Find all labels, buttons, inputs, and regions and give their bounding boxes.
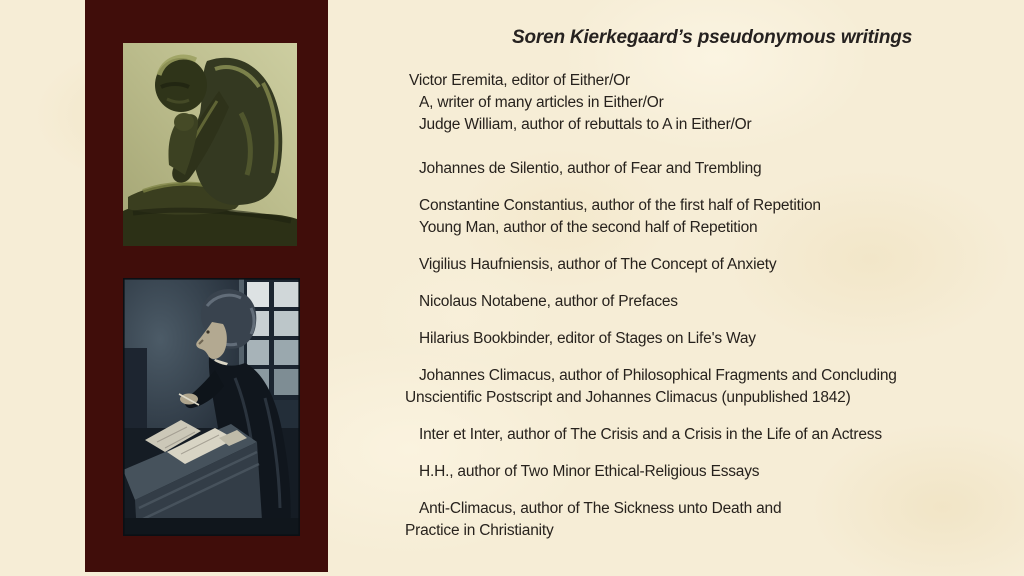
pseudonym-entry	[405, 291, 1020, 313]
kierkegaard-portrait-image	[123, 278, 300, 536]
pseudonym-entry	[405, 254, 1020, 276]
pseudonym-line: Practice in Christianity	[405, 522, 554, 539]
pseudonym-entry	[405, 424, 1020, 446]
pseudonym-line: Young Man, author of the second half of Repetition	[419, 219, 758, 236]
pseudonym-line: Nicolaus Notabene, author of Prefaces	[419, 293, 678, 310]
thinker-statue-image	[123, 43, 297, 246]
pseudonym-line: Constantine Constantius, author of the first half of Repetition	[419, 197, 821, 214]
thinker-statue-art	[123, 43, 297, 246]
pseudonym-entry	[405, 365, 1020, 409]
pseudonym-line: Victor Eremita, editor of Either/Or	[409, 72, 630, 89]
pseudonym-line: Hilarius Bookbinder, editor of Stages on Life's Way	[419, 330, 756, 347]
pseudonym-line: A, writer of many articles in Either/Or	[419, 94, 664, 111]
pseudonym-line: Johannes de Silentio, author of Fear and Trembling	[419, 160, 762, 177]
pseudonym-entry	[405, 498, 1020, 542]
slide-title: Soren Kierkegaard’s pseudonymous writings	[512, 27, 913, 48]
pseudonym-line: Anti-Climacus, author of The Sickness unto Death and	[419, 500, 782, 517]
pseudonym-line: Unscientific Postscript and Johannes Climacus (unpublished 1842)	[405, 389, 851, 406]
kierkegaard-portrait-art	[123, 278, 300, 536]
pseudonym-entry	[405, 195, 1020, 239]
pseudonym-line: Inter et Inter, author of The Crisis and a Crisis in the Life of an Actress	[419, 426, 882, 443]
pseudonym-entry	[405, 70, 1020, 136]
pseudonym-list	[405, 70, 1020, 542]
pseudonym-line: Judge William, author of rebuttals to A in Either/Or	[419, 116, 752, 133]
pseudonym-entry	[405, 461, 1020, 483]
pseudonym-entry	[405, 158, 1020, 180]
pseudonym-line: Johannes Climacus, author of Philosophical Fragments and Concluding	[419, 367, 897, 384]
pseudonym-line: Vigilius Haufniensis, author of The Concept of Anxiety	[419, 256, 777, 273]
pseudonym-entry	[405, 328, 1020, 350]
pseudonym-line: H.H., author of Two Minor Ethical-Religious Essays	[419, 463, 760, 480]
